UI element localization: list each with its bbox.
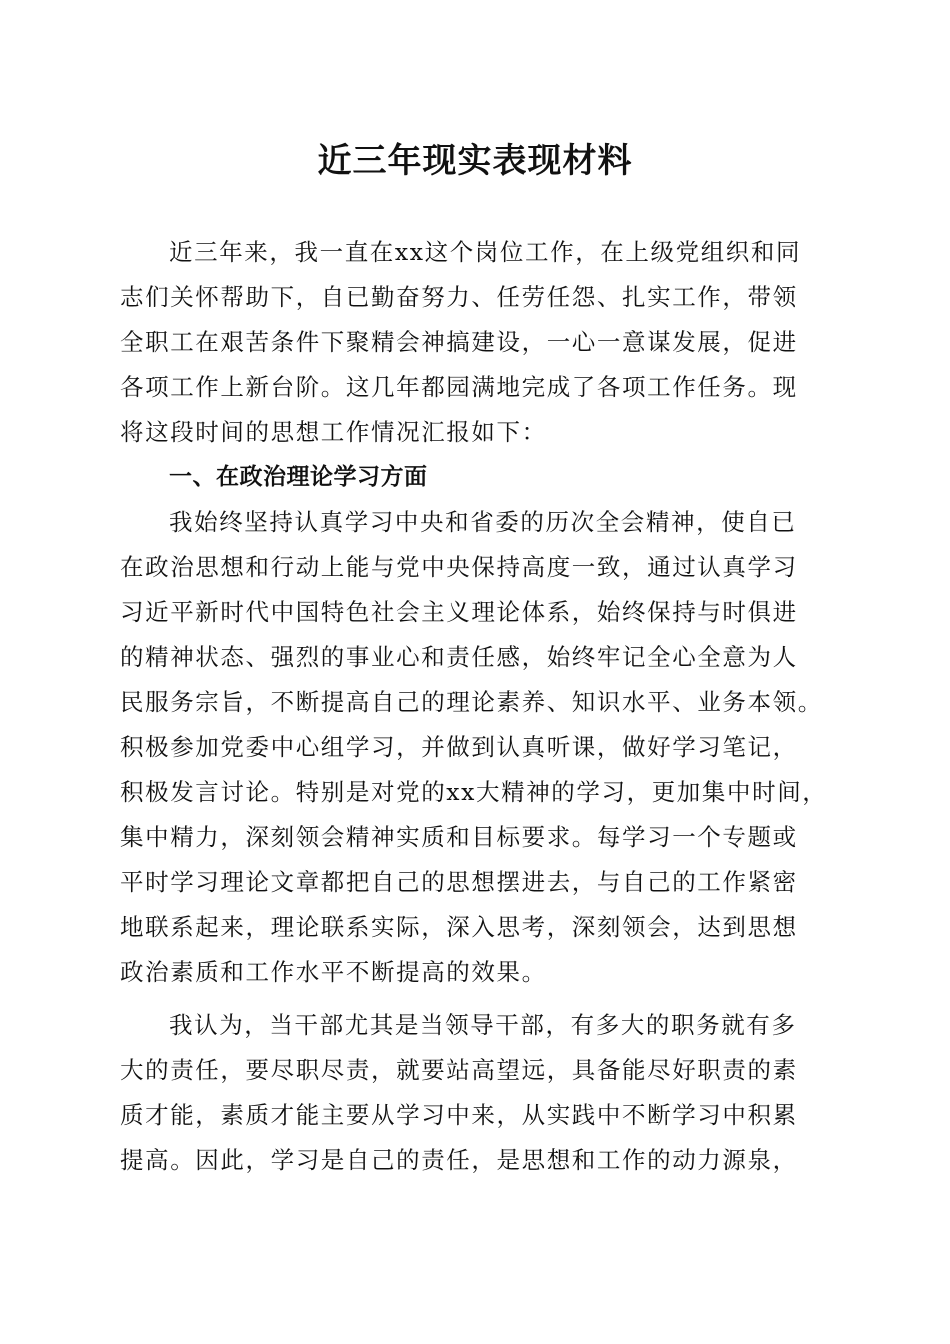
text-line: 民服务宗旨，不断提高自己的理论素养、知识水平、业务本领。	[120, 688, 823, 716]
text-line: 志们关怀帮助下，自已勤奋努力、任劳任怨、扎实工作，带领	[120, 283, 798, 311]
text-line: 我始终坚持认真学习中央和省委的历次全会精神，使自已	[169, 508, 797, 536]
document-title: 近三年现实表现材料	[317, 141, 633, 181]
document-body	[120, 230, 834, 1183]
paragraph-responsibility	[120, 1003, 834, 1183]
text-line: 的精神状态、强烈的事业心和责任感，始终牢记全心全意为人	[120, 643, 798, 671]
text-line: 地联系起来，理论联系实际，深入思考，深刻领会，达到思想	[120, 913, 798, 941]
paragraph-gap	[120, 995, 834, 1003]
paragraph-theory-study	[120, 500, 834, 995]
text-line: 平时学习理论文章都把自己的思想摆进去，与自己的工作紧密	[120, 868, 798, 896]
section-heading: 一、在政治理论学习方面	[169, 464, 428, 490]
text-line: 积极发言讨论。特别是对党的xx大精神的学习，更加集中时间，	[120, 778, 828, 806]
text-line: 将这段时间的思想工作情况汇报如下：	[120, 418, 547, 446]
text-line: 政治素质和工作水平不断提高的效果。	[120, 958, 547, 986]
text-line: 各项工作上新台阶。这几年都园满地完成了各项工作任务。现	[120, 373, 798, 401]
text-line: 在政治思想和行动上能与党中央保持高度一致，通过认真学习	[120, 553, 798, 581]
paragraph-intro	[120, 230, 834, 455]
text-line: 质才能，素质才能主要从学习中来，从实践中不断学习中积累	[120, 1101, 798, 1129]
text-line: 全职工在艰苦条件下聚精会神搞建设，一心一意谋发展，促进	[120, 328, 798, 356]
text-line: 集中精力，深刻领会精神实质和目标要求。每学习一个专题或	[120, 823, 798, 851]
text-line: 近三年来，我一直在xx这个岗位工作，在上级党组织和同	[169, 238, 802, 266]
text-line: 提高。因此，学习是自己的责任，是思想和工作的动力源泉，	[120, 1146, 798, 1174]
text-line: 我认为，当干部尤其是当领导干部，有多大的职务就有多	[169, 1011, 797, 1039]
text-line: 积极参加党委中心组学习，并做到认真听课，做好学习笔记，	[120, 733, 798, 761]
text-line: 大的责任，要尽职尽责，就要站高望远，具备能尽好职责的素	[120, 1056, 798, 1084]
text-line: 习近平新时代中国特色社会主义理论体系，始终保持与时俱进	[120, 598, 798, 626]
